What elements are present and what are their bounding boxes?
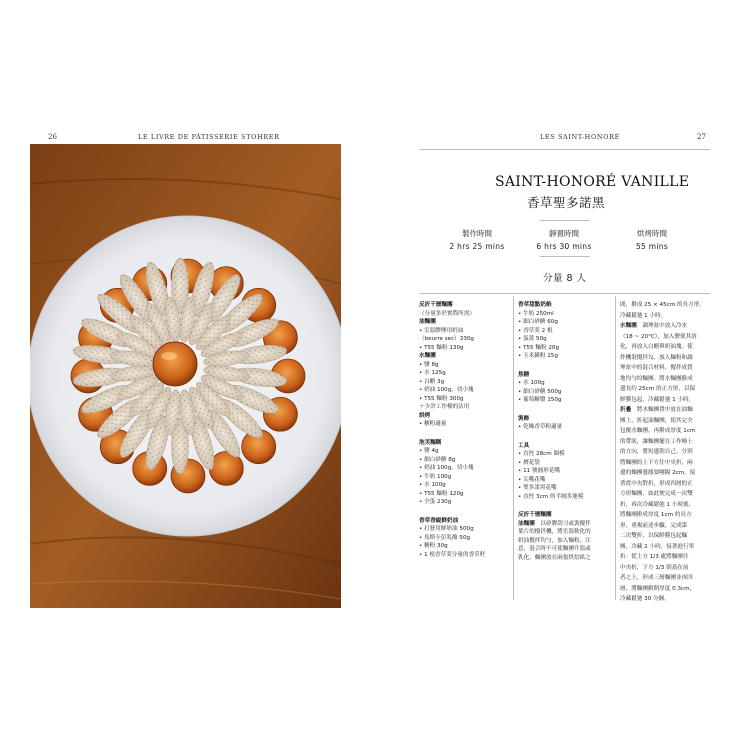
method-step xyxy=(620,321,712,332)
ingredient-line: • 白醋 3g xyxy=(419,378,445,385)
ingredient-line: 奶油攪拌均勻，加入麵粉，注 xyxy=(518,537,591,544)
method-line: 理盆中的混合材料，攪拌成質 xyxy=(620,365,693,371)
ingredients-column-2 xyxy=(518,301,612,562)
column-rule-2 xyxy=(615,296,616,600)
section-heading: 焦糖 xyxy=(518,371,530,378)
ingredient-line: • T55 麵粉 20g xyxy=(518,344,560,351)
ingredient-line: （beurre sec）330g xyxy=(419,336,474,342)
ingredient-line: 葉片的攪拌機，將室溫軟化的 xyxy=(518,529,591,535)
ingredient-line: • 聖多諾黑花嘴 xyxy=(518,485,557,491)
ingredient-line: 乳化。麵團放在兩張烘焙紙之 xyxy=(518,554,591,561)
ingredient-line: • 水 100g xyxy=(518,380,545,386)
ingredient-line: • 細白砂糖 500g xyxy=(518,388,562,395)
method-line: 折，再次冷藏鬆弛 1 小時後， xyxy=(620,501,695,508)
left-running-head: LE LIVRE DE PÂTISSERIE STOHRER xyxy=(138,133,280,141)
ingredient-line: • 鹽 4g xyxy=(419,448,439,454)
spacer xyxy=(518,405,612,415)
right-running-head: LES SAINT-HONORÉ xyxy=(540,133,620,141)
spacer xyxy=(518,432,612,442)
meta-rest-value: 6 hrs 30 mins xyxy=(536,242,592,251)
section-heading: 工具 xyxy=(518,442,530,449)
ingredient-line: • 牛奶 250ml xyxy=(518,310,554,317)
step-text: 調理盆中放入冷水 xyxy=(636,323,688,329)
meta-prep xyxy=(437,228,517,251)
method-line: 邊的麵團邊緣要剛隔 2cm，接 xyxy=(620,470,696,476)
step-label: 水麵團 xyxy=(620,323,637,329)
ingredient-line: • 室溫膠傳用奶油 xyxy=(419,327,464,334)
meta-bake-value: 55 mins xyxy=(635,242,669,251)
section-heading: 香草甜點奶餡 xyxy=(518,302,552,308)
ingredient-line: • 馬斯卡彭乳酪 50g xyxy=(419,534,471,541)
method-line: 邊長約 25cm 的正方形，以保 xyxy=(620,386,696,392)
column-rule-1 xyxy=(513,296,514,600)
method-line: 將麵團擀成厚度 1cm 的長方 xyxy=(620,512,692,518)
method-line: 冷藏鬆弛 30 分鐘。 xyxy=(620,596,670,602)
ingredient-line: ＋少許工作檯的沾用 xyxy=(419,404,470,410)
method-line: 化，再放入白醋與奶油塊。使 xyxy=(620,344,693,350)
recipe-yield: 分量 8 人 xyxy=(543,273,587,284)
ingredient-line: • 糖粉 30g xyxy=(419,543,448,549)
method-column xyxy=(620,300,712,605)
method-step xyxy=(518,520,612,529)
left-page-number: 26 xyxy=(48,133,57,141)
section-heading: 裝飾 xyxy=(518,415,530,422)
ingredient-line: • 11 號圓形花嘴 xyxy=(518,468,560,474)
method-line: 團，冷藏 2 小時，接著進行單 xyxy=(620,543,695,550)
recipe-subtitle: 香草聖多諾黑 xyxy=(527,195,606,210)
ingredient-line: • 葡萄糖漿 150g xyxy=(518,397,562,403)
ingredient-line: • 奶油 100g，切小塊 xyxy=(419,387,474,393)
spacer xyxy=(518,361,612,371)
ingredient-line: • 水 125g xyxy=(419,370,446,376)
spacer xyxy=(419,507,511,517)
ingredient-line: • 直徑 28cm 圈模 xyxy=(518,451,565,457)
step-label: 油麵團 xyxy=(518,520,535,527)
meta-prep-label: 製作時間 xyxy=(462,229,492,238)
ingredient-line: • 水 100g xyxy=(419,482,446,488)
method-line: 中央折，下方 1/3 則蓋在前 xyxy=(620,564,689,571)
recipe-title: SAINT-HONORÉ VANILLE xyxy=(495,174,690,190)
meta-divider-top xyxy=(540,220,590,221)
step-text: 將水麵團置中放在油麵 xyxy=(631,407,693,413)
section-heading: 泡芙麵糊 xyxy=(419,439,442,446)
spacer xyxy=(518,501,612,511)
step-text: 以矽膠刮刀或裝攪拌 xyxy=(534,520,591,527)
section-heading: 油麵團 xyxy=(419,319,436,325)
meta-rest xyxy=(524,228,604,251)
meta-prep-value: 2 hrs 25 mins xyxy=(449,242,505,251)
ingredient-line: • 玉米澱粉 15g xyxy=(518,353,558,359)
center-choux xyxy=(153,342,197,386)
ingredient-line: • 牛奶 100g xyxy=(419,473,452,480)
method-line: 拌機裝攪拌勾，放入麵粉和調 xyxy=(620,354,693,361)
ingredient-line: 意，混合時不可使麵團升溫或 xyxy=(518,546,591,552)
method-line: 地均勻的麵團。將水麵團擀成 xyxy=(620,375,693,382)
ingredient-line: • 擠花袋 xyxy=(518,459,540,466)
ingredient-line: • 尖嘴花嘴 xyxy=(518,476,546,483)
spacer xyxy=(419,429,511,439)
ingredient-line: • 直徑 3cm 的半圓多連模 xyxy=(518,493,584,500)
meta-divider-bottom xyxy=(540,256,590,257)
ingredient-line: • 糖粉適量 xyxy=(419,421,447,427)
meta-rest-label: 靜置時間 xyxy=(549,229,579,238)
ingredient-line: • 鹽 8g xyxy=(419,361,439,368)
method-line: 方形麵團，如此便完成一次雙 xyxy=(620,491,693,497)
columns-divider-top xyxy=(419,293,710,294)
header-divider xyxy=(419,149,710,150)
method-line: 團上，折起油麵團，使其完全 xyxy=(620,417,693,424)
ingredient-line: • 蛋黃 50g xyxy=(518,336,547,342)
section-heading: 反折千層麵團 xyxy=(518,512,552,518)
saint-honore-illustration xyxy=(30,144,341,608)
method-line: 的方向，將短邊朝自己，分別 xyxy=(620,449,693,455)
method-line: 二次雙折，以保鮮膜包起麵 xyxy=(620,533,688,539)
ingredient-line: • 全蛋 230g xyxy=(419,499,452,505)
ingredient-line: • 打發用鮮奶油 500g xyxy=(419,526,474,532)
ingredient-line: • 細白砂糖 60g xyxy=(518,319,558,325)
ingredient-line: （分量多於實際所需） xyxy=(419,310,475,317)
ingredient-line: • 乾燥香草粉適量 xyxy=(518,424,563,430)
ingredient-line: • T55 麵粉 120g xyxy=(419,490,464,497)
method-line: 間，擀成 25 × 45cm 的長方形， xyxy=(620,302,705,308)
method-line: 著從中央對折，形成四層的正 xyxy=(620,480,693,487)
method-line: 冷藏鬆弛 1 小時。 xyxy=(620,312,667,319)
method-line: 形，重複前述步驟，完成第 xyxy=(620,522,688,529)
method-line: （18 ~ 20°C），加入鹽使其溶 xyxy=(620,333,697,340)
method-step xyxy=(620,405,712,416)
method-line: 包覆水麵團，再擀成厚度 1cm xyxy=(620,428,696,434)
method-line: 折：從上方 1/3 處將麵團往 xyxy=(620,554,689,560)
section-heading: 反折千層麵團 xyxy=(419,302,453,308)
method-line: 鮮膜包起，冷藏鬆弛 1 小時。 xyxy=(620,396,695,403)
ingredient-line: • T55 麵粉 300g xyxy=(419,395,464,402)
section-heading: 水麵團 xyxy=(419,353,436,359)
right-page-number: 27 xyxy=(697,133,706,141)
meta-bake xyxy=(612,228,692,251)
ingredient-line: • 細白砂糖 8g xyxy=(419,456,456,463)
method-line: 的帶狀，讓麵團擺在工作檯上 xyxy=(620,438,693,445)
section-heading: 香草香緹鮮奶油 xyxy=(419,517,459,524)
step-label: 折疊 xyxy=(620,407,632,413)
ingredients-column-1 xyxy=(419,301,511,559)
ingredient-line: • 奶油 100g，切小塊 xyxy=(419,465,474,471)
ingredient-line: • 香草莢 2 根 xyxy=(518,327,553,334)
method-line: 層，將麵團擀開厚度 0.3cm， xyxy=(620,585,696,592)
method-line: 者之上，形成三層麵團並再四 xyxy=(620,575,693,581)
dessert-photo xyxy=(30,144,341,608)
method-line: 將麵團的上下方往中央折，兩 xyxy=(620,459,693,466)
section-heading: 烘烤 xyxy=(419,412,431,419)
ingredient-line: • T55 麵粉 130g xyxy=(419,344,464,351)
meta-bake-label: 烘烤時間 xyxy=(637,229,667,238)
ingredient-line: • 1 根香草莢分量的香草籽 xyxy=(419,551,486,558)
